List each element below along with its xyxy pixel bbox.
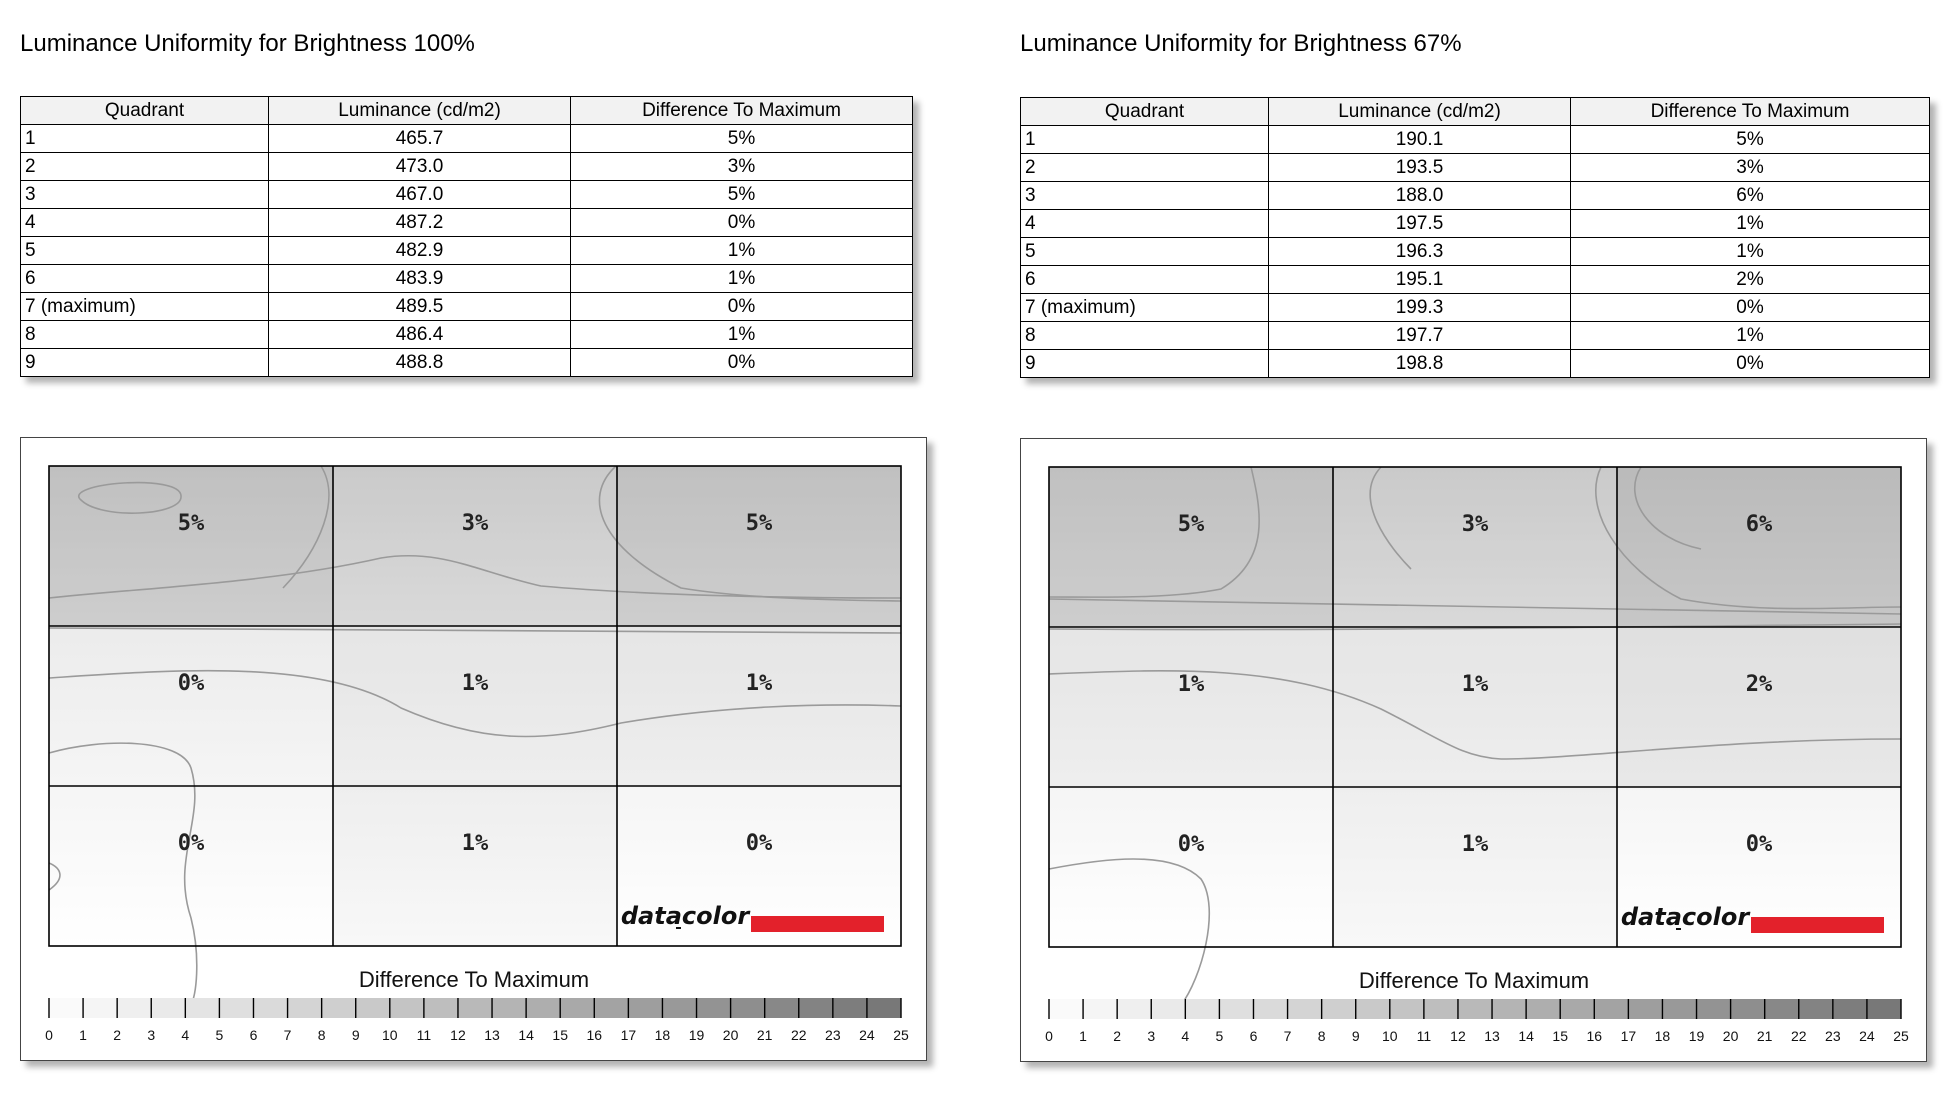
cell-difference: 0% — [1571, 350, 1930, 378]
colorbar-swatch — [560, 998, 594, 1018]
uniformity-heatmap — [1021, 439, 1926, 1061]
heatmap-cell — [49, 466, 333, 626]
colorbar-tick-label: 4 — [181, 1027, 190, 1043]
cell-luminance: 487.2 — [269, 209, 571, 237]
colorbar-tick-label: 17 — [620, 1027, 637, 1043]
cell-luminance: 483.9 — [269, 265, 571, 293]
colorbar-swatch — [1049, 999, 1083, 1019]
cell-value-label: 0% — [177, 671, 205, 696]
colorbar-swatch — [185, 998, 219, 1018]
luminance-table — [1020, 97, 1930, 378]
colorbar-swatch — [628, 998, 662, 1018]
table-row — [21, 237, 913, 265]
cell-difference: 6% — [1571, 182, 1930, 210]
colorbar-tick-label: 7 — [283, 1027, 292, 1043]
table-row — [21, 153, 913, 181]
colorbar-tick-label: 18 — [654, 1027, 671, 1043]
colorbar-swatch — [424, 998, 458, 1018]
heatmap-cell — [1617, 627, 1901, 787]
colorbar-swatch — [1458, 999, 1492, 1019]
cell-luminance: 482.9 — [269, 237, 571, 265]
table-row — [21, 265, 913, 293]
heatmap-cell — [1049, 787, 1333, 947]
header-quadrant: Quadrant — [21, 97, 269, 125]
colorbar-tick-label: 25 — [1893, 1028, 1909, 1044]
colorbar-tick-label: 0 — [1045, 1028, 1053, 1044]
cell-quadrant: 4 — [1021, 210, 1269, 238]
cell-luminance: 486.4 — [269, 321, 571, 349]
cell-value-label: 5% — [745, 511, 773, 536]
cell-quadrant: 2 — [1021, 154, 1269, 182]
cell-quadrant: 1 — [21, 125, 269, 153]
colorbar-swatch — [117, 998, 151, 1018]
colorbar-swatch — [731, 998, 765, 1018]
table-row — [21, 349, 913, 377]
colorbar-tick-label: 12 — [450, 1027, 466, 1043]
colorbar-tick-label: 13 — [1484, 1028, 1500, 1044]
colorbar-tick-label: 1 — [79, 1027, 87, 1043]
colorbar-swatch — [1151, 999, 1185, 1019]
table-row — [1021, 126, 1930, 154]
cell-luminance: 488.8 — [269, 349, 571, 377]
colorbar-tick-label: 8 — [317, 1027, 326, 1043]
cell-value-label: 6% — [1745, 512, 1773, 537]
panel-title: Luminance Uniformity for Brightness 67% — [1020, 30, 1462, 57]
colorbar-tick-label: 14 — [1518, 1028, 1534, 1044]
cell-value-label: 0% — [745, 831, 773, 856]
cell-difference: 0% — [571, 349, 913, 377]
cell-quadrant: 7 (maximum) — [21, 293, 269, 321]
colorbar-swatch — [49, 998, 83, 1018]
table-row — [21, 293, 913, 321]
heatmap-cell — [49, 626, 333, 786]
cell-difference: 1% — [571, 265, 913, 293]
colorbar-swatch — [1560, 999, 1594, 1019]
cell-quadrant: 5 — [21, 237, 269, 265]
colorbar-swatch — [390, 998, 424, 1018]
cell-luminance: 199.3 — [1269, 294, 1571, 322]
colorbar-tick-label: 1 — [1079, 1028, 1087, 1044]
colorbar-swatch — [662, 998, 696, 1018]
header-difference: Difference To Maximum — [1571, 98, 1930, 126]
uniformity-panel-67 — [977, 0, 1954, 1099]
cell-quadrant: 3 — [21, 181, 269, 209]
cell-luminance: 196.3 — [1269, 238, 1571, 266]
colorbar-tick-label: 2 — [113, 1027, 122, 1043]
table-row — [1021, 294, 1930, 322]
colorbar-swatch — [1117, 999, 1151, 1019]
cell-value-label: 1% — [1177, 672, 1205, 697]
colorbar-swatch — [1288, 999, 1322, 1019]
colorbar-swatch — [526, 998, 560, 1018]
colorbar-swatch — [458, 998, 492, 1018]
cell-value-label: 1% — [745, 671, 773, 696]
cell-luminance: 197.5 — [1269, 210, 1571, 238]
colorbar-tick-label: 20 — [722, 1027, 739, 1043]
colorbar-tick-label: 23 — [1825, 1028, 1841, 1044]
colorbar-swatch — [1628, 999, 1662, 1019]
colorbar-tick-label: 11 — [416, 1027, 432, 1043]
cell-value-label: 0% — [177, 831, 205, 856]
table-row — [1021, 238, 1930, 266]
cell-value-label: 3% — [1461, 512, 1489, 537]
heatmap-cell — [1617, 467, 1901, 627]
cell-luminance: 193.5 — [1269, 154, 1571, 182]
colorbar-tick-label: 0 — [45, 1027, 53, 1043]
colorbar-swatch — [1697, 999, 1731, 1019]
colorbar-tick-label: 24 — [1859, 1028, 1875, 1044]
cell-difference: 5% — [1571, 126, 1930, 154]
colorbar-swatch — [867, 998, 901, 1018]
header-quadrant: Quadrant — [1021, 98, 1269, 126]
uniformity-heatmap — [21, 438, 926, 1060]
heatmap-cell — [1049, 627, 1333, 787]
header-luminance: Luminance (cd/m2) — [1269, 98, 1571, 126]
cell-difference: 2% — [1571, 266, 1930, 294]
colorbar-swatch — [356, 998, 390, 1018]
colorbar-tick-label: 11 — [1416, 1028, 1432, 1044]
uniformity-heatmap-box — [20, 437, 927, 1061]
colorbar-swatch — [253, 998, 287, 1018]
cell-difference: 3% — [571, 153, 913, 181]
colorbar-swatch — [1731, 999, 1765, 1019]
colorbar-tick-label: 12 — [1450, 1028, 1466, 1044]
heatmap-cell — [1333, 467, 1617, 627]
colorbar-tick-label: 15 — [552, 1027, 568, 1043]
table-row — [21, 181, 913, 209]
cell-difference: 1% — [1571, 322, 1930, 350]
logo-bar — [1751, 917, 1884, 933]
colorbar-swatch — [1867, 999, 1901, 1019]
colorbar-tick-label: 14 — [518, 1027, 534, 1043]
cell-quadrant: 1 — [1021, 126, 1269, 154]
colorbar-swatch — [1424, 999, 1458, 1019]
colorbar-swatch — [799, 998, 833, 1018]
colorbar-tick-label: 3 — [147, 1027, 156, 1043]
table-row — [1021, 322, 1930, 350]
table-header-row — [21, 97, 913, 125]
cell-luminance: 195.1 — [1269, 266, 1571, 294]
colorbar-swatch — [1492, 999, 1526, 1019]
cell-value-label: 1% — [461, 831, 489, 856]
cell-luminance: 190.1 — [1269, 126, 1571, 154]
colorbar-tick-label: 10 — [1382, 1028, 1398, 1044]
table-header-row — [1021, 98, 1930, 126]
table-row — [1021, 210, 1930, 238]
colorbar-swatch — [833, 998, 867, 1018]
cell-luminance: 465.7 — [269, 125, 571, 153]
colorbar-swatch — [1253, 999, 1287, 1019]
cell-difference: 1% — [571, 237, 913, 265]
colorbar-swatch — [1799, 999, 1833, 1019]
table-row — [21, 125, 913, 153]
colorbar-tick-label: 6 — [249, 1027, 258, 1043]
colorbar-tick-label: 3 — [1147, 1028, 1156, 1044]
colorbar-tick-label: 21 — [756, 1027, 773, 1043]
cell-value-label: 1% — [461, 671, 489, 696]
colorbar-swatch — [1662, 999, 1696, 1019]
luminance-table — [20, 96, 913, 377]
cell-quadrant: 8 — [21, 321, 269, 349]
heatmap-cell — [333, 626, 617, 786]
logo-text: datacolor — [620, 902, 750, 930]
colorbar-tick-label: 7 — [1283, 1028, 1292, 1044]
cell-quadrant: 4 — [21, 209, 269, 237]
colorbar-swatch — [1765, 999, 1799, 1019]
cell-quadrant: 6 — [1021, 266, 1269, 294]
colorbar-swatch — [1083, 999, 1117, 1019]
cell-quadrant: 3 — [1021, 182, 1269, 210]
colorbar-tick-label: 22 — [790, 1027, 807, 1043]
header-luminance: Luminance (cd/m2) — [269, 97, 571, 125]
colorbar-tick-label: 17 — [1620, 1028, 1637, 1044]
colorbar-swatch — [1390, 999, 1424, 1019]
cell-quadrant: 9 — [21, 349, 269, 377]
colorbar-swatch — [697, 998, 731, 1018]
colorbar-tick-label: 25 — [893, 1027, 909, 1043]
cell-value-label: 1% — [1461, 832, 1489, 857]
colorbar-swatch — [219, 998, 253, 1018]
cell-difference: 5% — [571, 125, 913, 153]
colorbar-swatch — [1594, 999, 1628, 1019]
colorbar-swatch — [1356, 999, 1390, 1019]
colorbar-tick-label: 19 — [1688, 1028, 1705, 1044]
colorbar-swatch — [322, 998, 356, 1018]
cell-luminance: 473.0 — [269, 153, 571, 181]
colorbar-tick-label: 9 — [1351, 1028, 1360, 1044]
cell-quadrant: 5 — [1021, 238, 1269, 266]
colorbar-tick-label: 8 — [1317, 1028, 1326, 1044]
colorbar-tick-label: 23 — [825, 1027, 841, 1043]
cell-quadrant: 7 (maximum) — [1021, 294, 1269, 322]
colorbar-swatch — [1833, 999, 1867, 1019]
colorbar-swatch — [1322, 999, 1356, 1019]
table-row — [21, 321, 913, 349]
cell-difference: 1% — [571, 321, 913, 349]
uniformity-heatmap-box — [1020, 438, 1927, 1062]
colorbar-tick-label: 2 — [1113, 1028, 1122, 1044]
cell-difference: 0% — [571, 293, 913, 321]
colorbar-swatch — [594, 998, 628, 1018]
heatmap-cell — [1333, 787, 1617, 947]
colorbar-tick-label: 9 — [351, 1027, 360, 1043]
table-row — [21, 209, 913, 237]
cell-quadrant: 9 — [1021, 350, 1269, 378]
cell-value-label: 0% — [1177, 832, 1205, 857]
colorbar-tick-label: 5 — [215, 1027, 224, 1043]
colorbar-tick-label: 18 — [1654, 1028, 1671, 1044]
colorbar-tick-label: 21 — [1756, 1028, 1773, 1044]
cell-value-label: 5% — [177, 511, 205, 536]
colorbar-swatch — [151, 998, 185, 1018]
cell-luminance: 188.0 — [1269, 182, 1571, 210]
colorbar-tick-label: 13 — [484, 1027, 500, 1043]
colorbar-tick-label: 20 — [1722, 1028, 1739, 1044]
cell-value-label: 5% — [1177, 512, 1205, 537]
cell-luminance: 198.8 — [1269, 350, 1571, 378]
colorbar-tick-label: 19 — [688, 1027, 705, 1043]
panel-title: Luminance Uniformity for Brightness 100% — [20, 30, 475, 57]
colorbar-title: Difference To Maximum — [1358, 968, 1590, 993]
cell-difference: 0% — [1571, 294, 1930, 322]
heatmap-cell — [49, 786, 333, 946]
cell-difference: 1% — [1571, 238, 1930, 266]
colorbar-swatch — [1185, 999, 1219, 1019]
colorbar-swatch — [288, 998, 322, 1018]
heatmap-cell — [333, 786, 617, 946]
colorbar-tick-label: 16 — [586, 1027, 603, 1043]
colorbar-tick-label: 5 — [1215, 1028, 1224, 1044]
colorbar-tick-label: 22 — [1790, 1028, 1807, 1044]
cell-value-label: 2% — [1745, 672, 1773, 697]
colorbar-tick-label: 10 — [382, 1027, 398, 1043]
logo-bar — [751, 916, 884, 932]
header-difference: Difference To Maximum — [571, 97, 913, 125]
logo-text: datacolor — [1620, 903, 1750, 931]
cell-quadrant: 6 — [21, 265, 269, 293]
table-row — [1021, 266, 1930, 294]
colorbar-swatch — [83, 998, 117, 1018]
colorbar-tick-label: 24 — [859, 1027, 875, 1043]
colorbar-tick-label: 15 — [1552, 1028, 1568, 1044]
cell-quadrant: 2 — [21, 153, 269, 181]
cell-value-label: 3% — [461, 511, 489, 536]
cell-difference: 5% — [571, 181, 913, 209]
colorbar-swatch — [492, 998, 526, 1018]
table-row — [1021, 154, 1930, 182]
cell-value-label: 0% — [1745, 832, 1773, 857]
cell-luminance: 197.7 — [1269, 322, 1571, 350]
colorbar-tick-label: 4 — [1181, 1028, 1190, 1044]
colorbar-tick-label: 6 — [1249, 1028, 1258, 1044]
cell-difference: 1% — [1571, 210, 1930, 238]
heatmap-cell — [333, 466, 617, 626]
cell-value-label: 1% — [1461, 672, 1489, 697]
table-row — [1021, 350, 1930, 378]
cell-difference: 3% — [1571, 154, 1930, 182]
colorbar-swatch — [765, 998, 799, 1018]
cell-quadrant: 8 — [1021, 322, 1269, 350]
colorbar-swatch — [1526, 999, 1560, 1019]
cell-luminance: 489.5 — [269, 293, 571, 321]
heatmap-cell — [617, 466, 901, 626]
cell-luminance: 467.0 — [269, 181, 571, 209]
heatmap-cell — [617, 626, 901, 786]
cell-difference: 0% — [571, 209, 913, 237]
table-row — [1021, 182, 1930, 210]
colorbar-title: Difference To Maximum — [358, 967, 590, 992]
colorbar-swatch — [1219, 999, 1253, 1019]
colorbar-tick-label: 16 — [1586, 1028, 1603, 1044]
